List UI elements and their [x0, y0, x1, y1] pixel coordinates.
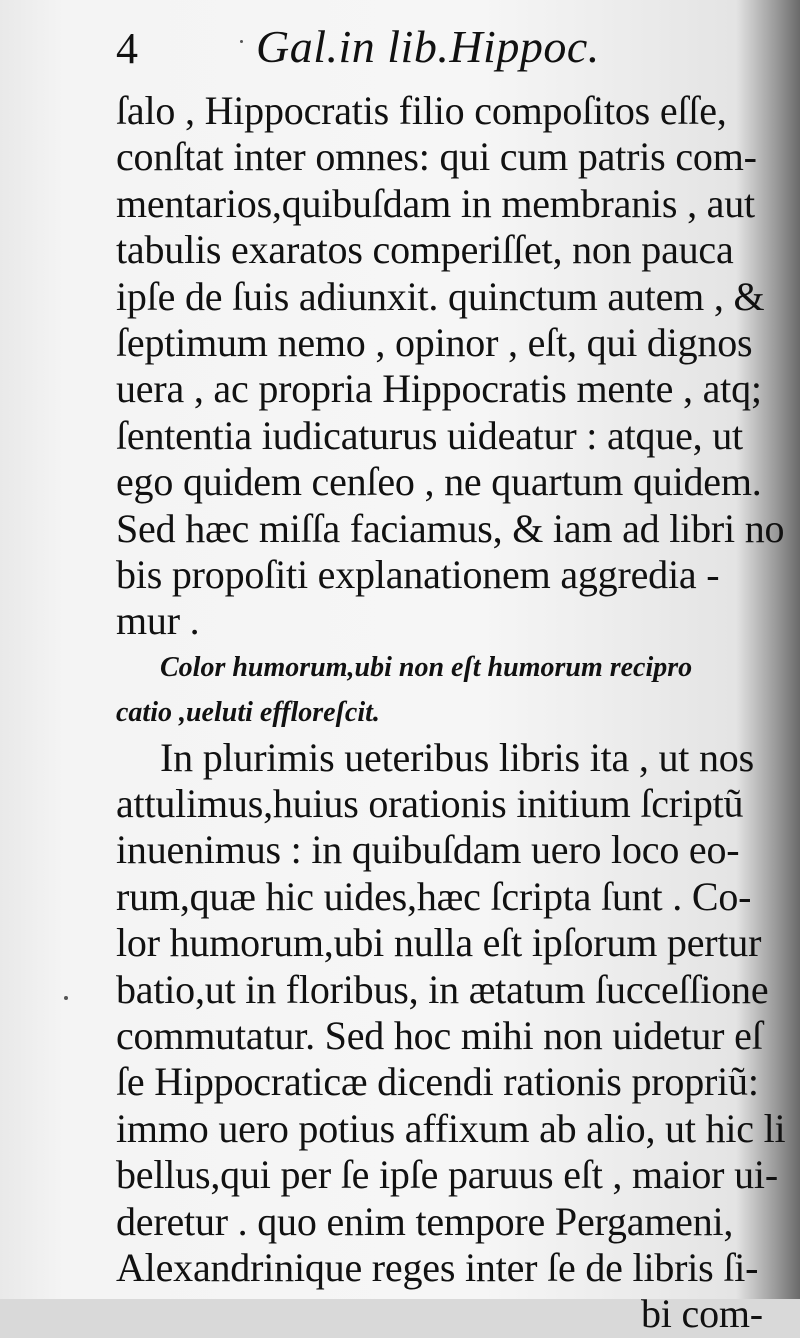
text-line: commutatur. Sed hoc mihi non uidetur eſ [116, 1013, 763, 1059]
text-line: uera , ac propria Hippocratis mente , atq; [116, 366, 762, 412]
text-block [116, 88, 786, 1338]
text-line: ſalo , Hippocratis filio compoſitos eſſe, [116, 88, 727, 133]
text-line: mentarios,quibuſdam in membranis , aut [116, 180, 755, 226]
text-line: batio,ut in floribus, in ætatum ſucceſſione [116, 966, 769, 1012]
text-line: conſtat inter omnes: qui cum patris com- [116, 134, 757, 180]
text-line: immo uero potius affixum ab alio, ut hic li [116, 1105, 786, 1151]
text-line: Alexandrinique reges inter ſe de libris ſi- [116, 1244, 759, 1290]
ink-speck [240, 40, 243, 43]
ink-speck [64, 996, 68, 1000]
text-line: ego quidem cenſeo , ne quartum quidem. [116, 459, 762, 505]
text-line: Sed hæc miſſa faciamus, & iam ad libri no [116, 505, 785, 551]
page-header [116, 22, 656, 76]
running-title: Gal.in lib.Hippoc. [256, 21, 600, 72]
show-through [763, 40, 770, 72]
aphorism-line: catio ,ueluti effloreſcit. [116, 696, 380, 728]
text-line: deretur . quo enim tempore Pergameni, [116, 1198, 734, 1244]
text-line: mur . [116, 598, 200, 644]
text-line: ſe Hippocraticæ dicendi rationis propriũ: [116, 1059, 759, 1105]
text-line: bellus,qui per ſe ipſe paruus eſt , maior ui- [116, 1152, 778, 1198]
text-line: bis propoſiti explanationem aggredia - [116, 551, 720, 597]
text-line: tabulis exaratos comperiſſet, non pauca [116, 227, 734, 273]
text-line: rum,quæ hic uides,hæc ſcripta ſunt . Co- [116, 873, 752, 919]
page-number: 4 [116, 24, 138, 73]
text-line: inuenimus : in quibuſdam uero loco eo- [116, 827, 740, 873]
text-line: lor humorum,ubi nulla eſt ipſorum pertur [116, 920, 762, 966]
text-line: attulimus,huius orationis initium ſcriptũ [116, 781, 744, 827]
text-line: ipſe de ſuis adiunxit. quinctum autem , & [116, 273, 765, 319]
aphorism-line: Color humorum,ubi non eſt humorum recipro [160, 651, 693, 683]
text-line: In plurimis ueteribus libris ita , ut nos [160, 734, 754, 780]
text-line: ſeptimum nemo , opinor , eſt, qui dignos [116, 319, 753, 365]
text-line: bi com- [641, 1291, 763, 1337]
text-line: ſententia iudicaturus uideatur : atque, ut [116, 412, 743, 458]
